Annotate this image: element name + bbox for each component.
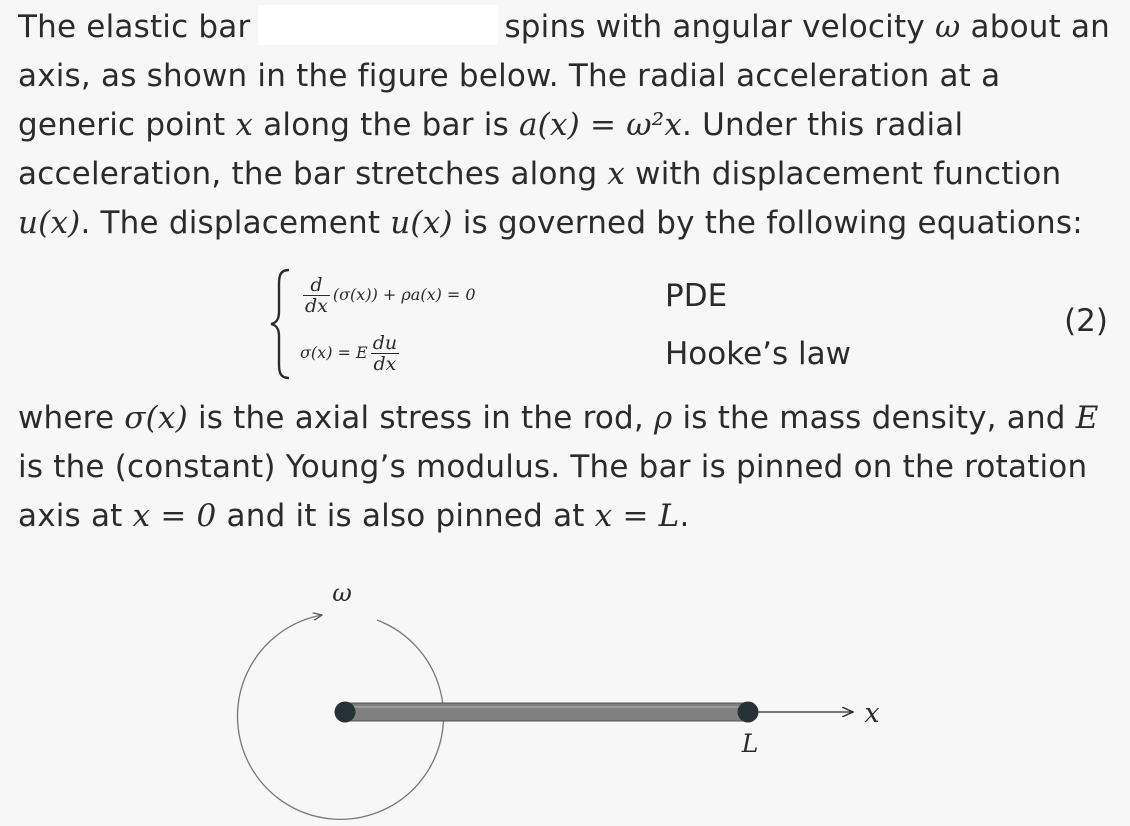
definitions-line-3 [18, 492, 1118, 541]
intro-line-5 [18, 199, 1118, 248]
text-fragment: . The displacement [80, 205, 391, 241]
math-u-of-x: u(x) [390, 205, 453, 241]
text-fragment: . Under this radial [682, 107, 964, 143]
text-fragment: axis at [18, 498, 133, 534]
math-rho: ρ [653, 400, 673, 436]
text-fragment: is governed by the following equations: [452, 205, 1083, 241]
definitions-paragraph [18, 394, 1118, 541]
math-u-of-x: u(x) [18, 205, 81, 241]
rotating-bar-figure [0, 560, 1130, 826]
intro-line-2: axis, as shown in the figure below. The radial acceleration at a [18, 58, 1001, 94]
intro-line-4 [18, 150, 1118, 199]
text-fragment: acceleration, the bar stretches along [18, 156, 608, 192]
text-fragment: with displacement function [625, 156, 1062, 192]
text-fragment: is the axial stress in the rod, [187, 400, 654, 436]
math-x-equals-0: x = 0 [132, 498, 217, 534]
fraction-denominator: dx [373, 353, 397, 375]
definitions-line-1 [18, 394, 1118, 443]
text-fragment: where [18, 400, 125, 436]
derivative-fraction [303, 275, 330, 316]
fraction-numerator: d [303, 275, 330, 296]
hooke-label: Hooke’s law [665, 336, 851, 372]
definitions-line-2: is the (constant) Young’s modulus. The bar is pinned on the rotation [18, 449, 1088, 485]
math-x-equals-L: x = L [594, 498, 680, 534]
math-omega: ω [934, 9, 961, 45]
x-axis-label: x [864, 698, 880, 729]
intro-paragraph [18, 3, 1118, 248]
derivative-fraction [371, 333, 399, 374]
intro-line-3 [18, 101, 1118, 150]
pin-end [738, 702, 759, 723]
text-fragment: generic point [18, 107, 236, 143]
math-x: x [235, 107, 254, 143]
text-fragment: about an [960, 9, 1111, 45]
redacted-region [258, 5, 498, 45]
fraction-denominator: dx [305, 295, 328, 317]
text-fragment: is the mass density, and [672, 400, 1076, 436]
pin-origin [335, 702, 356, 723]
intro-line-1 [18, 3, 1118, 52]
text-fragment: . [679, 498, 690, 534]
equation-row-pde [300, 275, 476, 316]
fraction-numerator: du [372, 332, 398, 354]
math-x: x [607, 156, 626, 192]
text-fragment: and it is also pinned at [216, 498, 595, 534]
pde-expression: (σ(x)) + ρa(x) = 0 [332, 285, 476, 304]
math-sigma: σ(x) [124, 400, 188, 436]
left-brace [270, 268, 292, 380]
hooke-lhs: σ(x) = E [300, 343, 368, 362]
pde-label: PDE [665, 278, 728, 314]
omega-label: ω [332, 579, 352, 607]
equation-row-hooke [300, 333, 402, 374]
equation-number: (2) [1064, 303, 1108, 339]
text-fragment: spins with angular velocity [504, 9, 935, 45]
L-label: L [741, 729, 759, 758]
text-fragment: along the bar is [253, 107, 519, 143]
math-E: E [1075, 400, 1099, 436]
math-acceleration: a(x) = ω²x [518, 107, 683, 143]
elastic-bar [344, 703, 749, 721]
text-fragment: The elastic bar [18, 9, 251, 45]
